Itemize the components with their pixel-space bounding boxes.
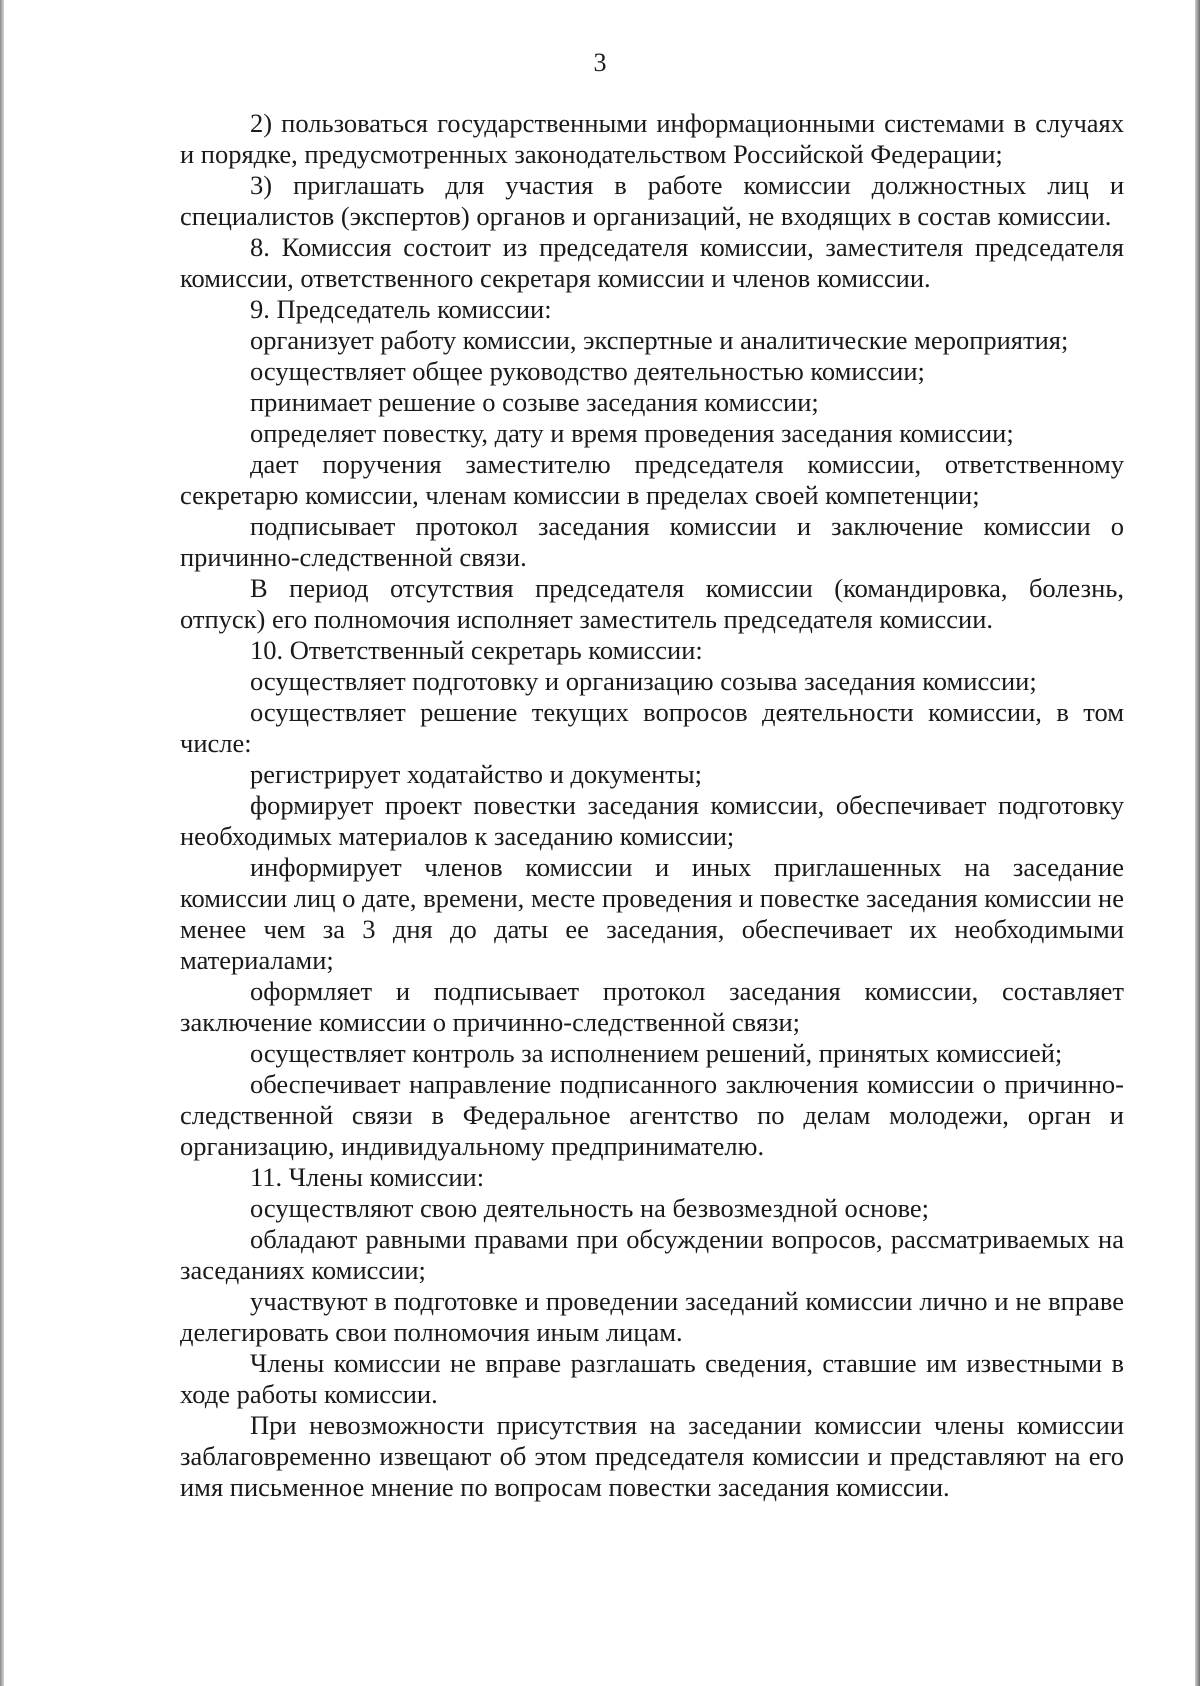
paragraph-member-confidentiality: Члены комиссии не вправе разглашать сведения, ставшие им известными в ходе работы комиссии. xyxy=(180,1348,1124,1409)
paragraph-item-3: 3) приглашать для участия в работе комиссии должностных лиц и специалистов (экспертов) органов и организаций, не входящих в состав комиссии. xyxy=(180,170,1124,231)
paragraph-chair-absence: В период отсутствия председателя комиссии (командировка, болезнь, отпуск) его полномочия исполняет заместитель председателя комиссии. xyxy=(180,573,1124,634)
page-number: 3 xyxy=(593,48,607,77)
paragraph-chair-duty: осуществляет общее руководство деятельностью комиссии; xyxy=(250,356,925,386)
scan-edge-right xyxy=(1195,0,1200,1686)
paragraph-secretary-duty: регистрирует ходатайство и документы; xyxy=(250,759,703,789)
paragraph-chair-duty: дает поручения заместителю председателя комиссии, ответственному секретарю комиссии, членам комиссии в пределах своей компетенции; xyxy=(180,449,1124,510)
paragraph-secretary-duty: осуществляет решение текущих вопросов деятельности комиссии, в том числе: xyxy=(180,697,1124,758)
paragraph-secretary-duty: осуществляет подготовку и организацию созыва заседания комиссии; xyxy=(250,666,1037,696)
document-body xyxy=(180,108,1124,1503)
paragraph-chair-duty: определяет повестку, дату и время проведения заседания комиссии; xyxy=(250,418,1014,448)
paragraph-member-duty: участвуют в подготовке и проведении заседаний комиссии лично и не вправе делегировать свои полномочия иным лицам. xyxy=(180,1286,1124,1347)
paragraph-chair-duty: принимает решение о созыве заседания комиссии; xyxy=(250,387,819,417)
paragraph-secretary-duty: информирует членов комиссии и иных приглашенных на заседание комиссии лиц о дате, времени, месте проведения и повестке заседания комиссии не менее чем за 3 дня до даты ее заседания, обеспечивает их необходимыми материалами; xyxy=(180,852,1124,975)
paragraph-chair-duty: организует работу комиссии, экспертные и аналитические мероприятия; xyxy=(250,325,1069,355)
scan-edge-left xyxy=(0,0,4,1686)
paragraph-member-duty: обладают равными правами при обсуждении вопросов, рассматриваемых на заседаниях комиссии; xyxy=(180,1224,1124,1285)
paragraph-clause-11-heading: 11. Члены комиссии: xyxy=(250,1162,485,1192)
paragraph-chair-duty: подписывает протокол заседания комиссии и заключение комиссии о причинно-следственной связи. xyxy=(180,511,1124,572)
paragraph-member-absence: При невозможности присутствия на заседании комиссии члены комиссии заблаговременно извещают об этом председателя комиссии и представляют на его имя письменное мнение по вопросам повестки заседания комиссии. xyxy=(180,1410,1124,1502)
paragraph-member-duty: осуществляют свою деятельность на безвозмездной основе; xyxy=(250,1193,930,1223)
paragraph-secretary-duty: оформляет и подписывает протокол заседания комиссии, составляет заключение комиссии о причинно-следственной связи; xyxy=(180,976,1124,1037)
paragraph-secretary-duty: формирует проект повестки заседания комиссии, обеспечивает подготовку необходимых материалов к заседанию комиссии; xyxy=(180,790,1124,851)
paragraph-clause-10-heading: 10. Ответственный секретарь комиссии: xyxy=(250,635,703,665)
paragraph-secretary-duty: обеспечивает направление подписанного заключения комиссии о причинно-следственной связи в Федеральное агентство по делам молодежи, орган и организацию, индивидуальному предпринимателю. xyxy=(180,1069,1124,1161)
paragraph-clause-8: 8. Комиссия состоит из председателя комиссии, заместителя председателя комиссии, ответственного секретаря комиссии и членов комиссии. xyxy=(180,232,1124,293)
paragraph-secretary-duty: осуществляет контроль за исполнением решений, принятых комиссией; xyxy=(250,1038,1063,1068)
paragraph-clause-9-heading: 9. Председатель комиссии: xyxy=(250,294,552,324)
paragraph-item-2: 2) пользоваться государственными информационными системами в случаях и порядке, предусмотренных законодательством Российской Федерации; xyxy=(180,108,1124,169)
